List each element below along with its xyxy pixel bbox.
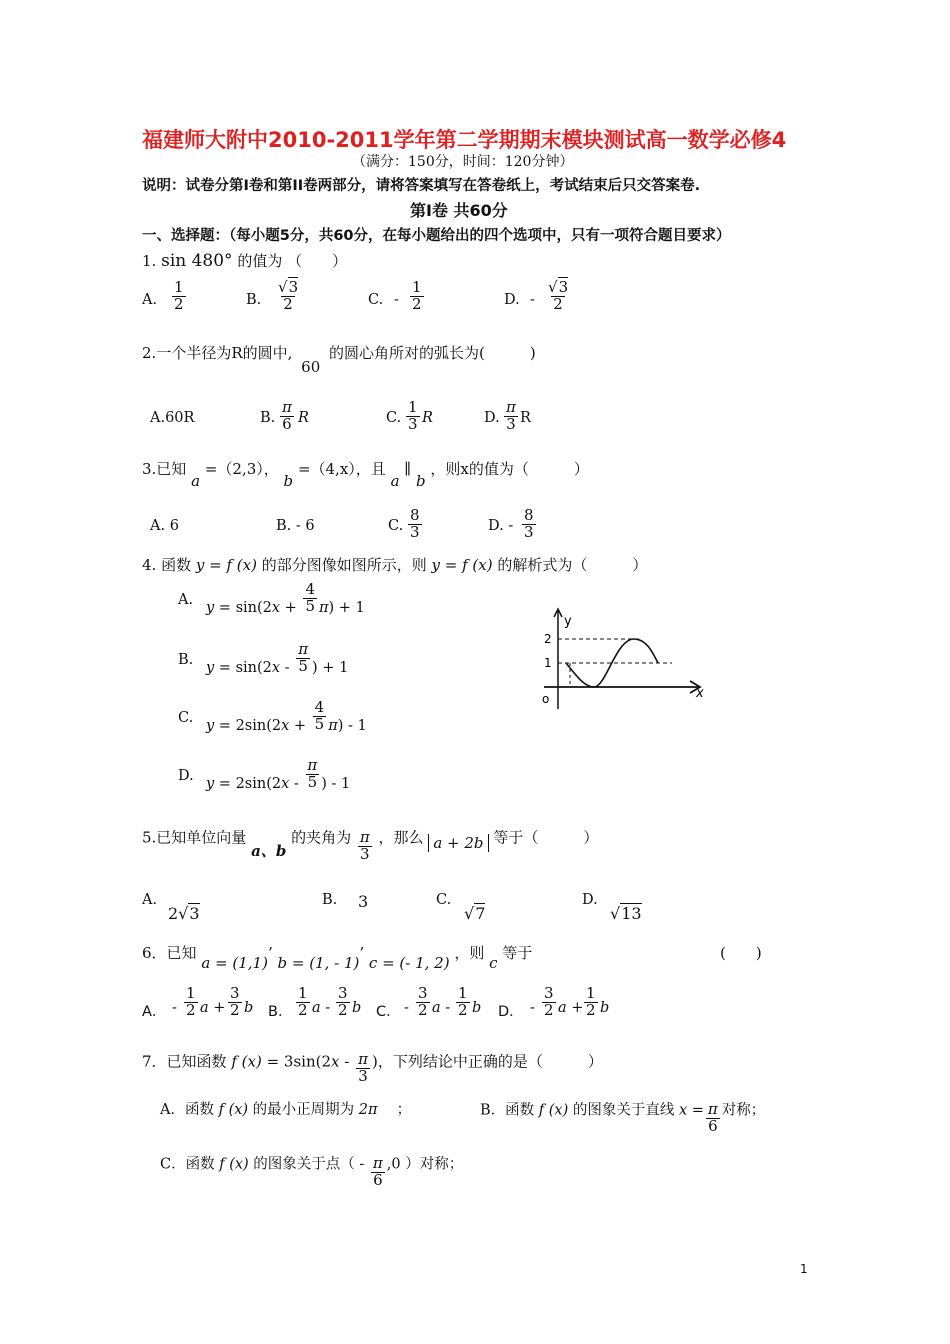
tick-1-label: 1 [544,656,552,670]
question-6: 6．已知 a = (1,1)’ b = (1, - 1)’ c = (- 1, 2) ，则 c 等于 [142,944,533,972]
q1-expression: sin 480° [161,251,233,271]
q6-answer-paren: ( ) [720,944,762,962]
q7-option-a: A．函数 f (x) 的最小正周期为 2π ； [160,1102,412,1118]
x-label: x [696,686,704,701]
origin-label: o [542,692,550,706]
question-5: 5.已知单位向量 a、b 的夹角为 $\frac{\pi}{3}$ ，那么 a + 2b 等于（ ） [142,828,599,863]
page-number: 1 [800,1262,808,1276]
section-heading: 一、选择题：（每小题5分，共60分，在每小题给出的四个选项中，只有一项符合题目要求） [142,228,731,244]
question-4: 4. 函数 y = f (x) 的部分图像如图所示，则 y = f (x) 的解析式为（ ） [142,556,648,574]
question-3: 3.已知 a =（2,3）， b =（4,x），且 a ∥ b ，则x的值为（ ） [142,460,589,490]
tick-2-label: 2 [544,632,552,646]
q5-vectors: a、b [251,842,287,861]
page-subtitle: （满分：150分，时间：120分钟） [352,154,574,170]
question-1: 1. sin 480° 的值为 （ ） [142,251,348,271]
part-heading: 第I卷 共60分 [410,201,508,220]
y-label: y [564,614,572,629]
question-7: 7．已知函数 f (x) = 3sin(2x - $\frac{\pi}{3}$ )，下列结论中正确的是（ ） [142,1050,603,1085]
function-graph [530,605,710,715]
instructions-note: 说明：试卷分第I卷和第II卷两部分，请将答案填写在答卷纸上，考试结束后只交答案卷. [142,178,701,194]
question-2: 2.一个半径为R的圆中, 60 的圆心角所对的弧长为( ) [142,344,536,376]
q7-option-c: C．函数 f (x) 的图象关于点（ - $\frac{\pi}{6}$ ,0 ）对称； [160,1154,464,1189]
page-title: 福建师大附中2010-2011学年第二学期期末模块测试高一数学必修4 [142,128,787,152]
q7-option-b: B．函数 f (x) 的图象关于直线 x = $\frac{\pi}{6}$ 对称； [480,1100,766,1135]
